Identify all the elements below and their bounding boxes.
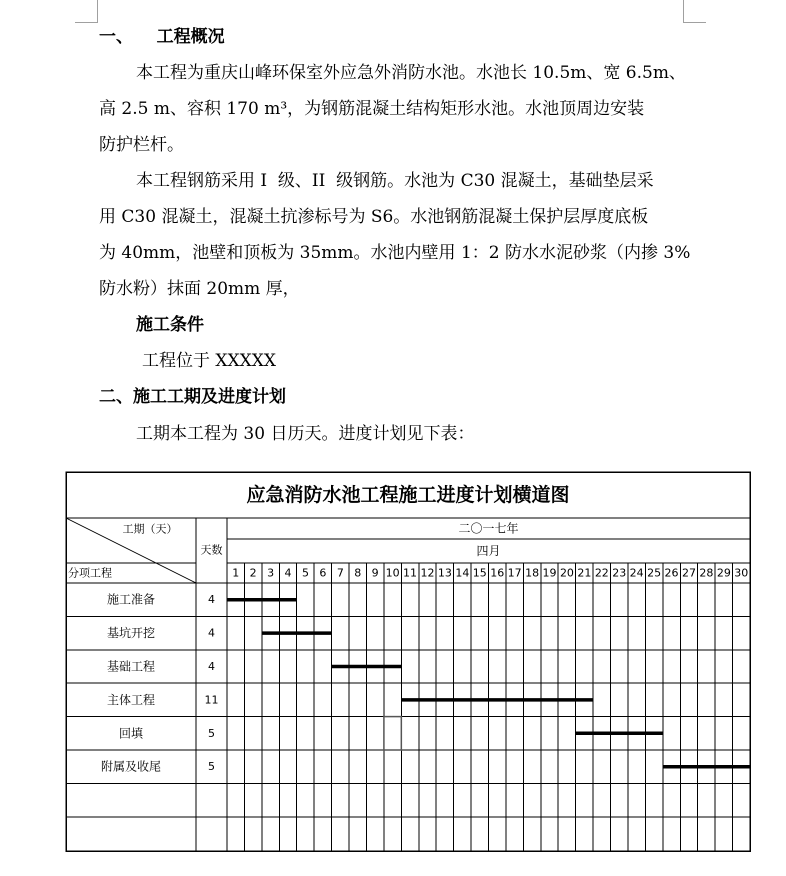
day-label: 9 [371, 566, 379, 580]
day-label: 27 [681, 566, 696, 580]
paragraph-line: 为 40mm，池壁和顶板为 35mm。水池内壁用 1：2 防水水泥砂浆（内掺 3% [99, 243, 691, 263]
day-label: 2 [249, 566, 257, 580]
day-label: 13 [437, 566, 452, 580]
task-name: 施工准备 [106, 592, 156, 607]
task-name: 主体工程 [106, 692, 156, 707]
day-label: 7 [336, 566, 344, 580]
task-name: 基坑开挖 [106, 626, 156, 641]
task-days: 11 [204, 693, 219, 707]
day-label: 11 [403, 566, 418, 580]
day-label: 14 [455, 566, 470, 580]
paragraph-line: 本工程为重庆山峰环保室外应急外消防水池。水池长 10.5m、宽 6.5m、 [136, 63, 686, 83]
day-label: 3 [267, 566, 275, 580]
day-label: 6 [319, 566, 327, 580]
gantt-title: 应急消防水池工程施工进度计划横道图 [246, 484, 570, 506]
section-heading-overview: 一、 工程概况 [99, 27, 225, 47]
task-days: 5 [208, 760, 215, 774]
subheading-conditions: 施工条件 [136, 315, 204, 335]
header-item-label: 分项工程 [68, 566, 112, 580]
day-label: 17 [507, 566, 522, 580]
task-name: 基础工程 [106, 659, 156, 674]
day-label: 15 [472, 566, 487, 580]
paragraph-line: 防水粉）抹面 20mm 厚， [99, 279, 300, 299]
task-days: 4 [208, 626, 215, 640]
selected-cell-highlight [384, 717, 401, 750]
task-days: 4 [208, 660, 215, 673]
day-label: 10 [385, 566, 400, 580]
day-label: 26 [664, 566, 679, 580]
day-label: 25 [647, 566, 662, 580]
day-label: 1 [232, 566, 240, 580]
paragraph-line: 防护栏杆。 [99, 135, 184, 155]
section-heading-schedule: 二、施工工期及进度计划 [99, 387, 286, 407]
day-label: 22 [594, 566, 609, 580]
day-label: 19 [542, 566, 557, 580]
day-label: 23 [612, 566, 627, 580]
day-label: 8 [354, 566, 362, 580]
task-name: 回填 [118, 726, 144, 741]
day-label: 16 [490, 566, 505, 580]
day-label: 18 [525, 566, 540, 580]
day-label: 4 [284, 566, 292, 580]
header-days-label: 天数 [200, 543, 223, 557]
day-label: 12 [420, 566, 435, 580]
paragraph-line: 用 C30 混凝土，混凝土抗渗标号为 S6。水池钢筋混凝土保护层厚度底板 [99, 207, 649, 227]
day-label: 28 [699, 566, 714, 580]
day-label: 24 [629, 566, 644, 580]
day-label: 29 [716, 566, 731, 580]
month-label: 四月 [476, 544, 501, 558]
year-label: 二〇一七年 [458, 521, 519, 536]
task-days: 5 [208, 726, 215, 740]
day-label: 20 [559, 566, 574, 580]
day-label: 5 [301, 566, 309, 580]
paragraph-line: 高 2.5 m、容积 170 m³，为钢筋混凝土结构矩形水池。水池顶周边安装 [99, 99, 645, 119]
paragraph-line: 本工程钢筋采用 I 级、II 级钢筋。水池为 C30 混凝土，基础垫层采 [136, 171, 654, 191]
header-period-label: 工期（天） [122, 522, 178, 536]
day-label: 30 [734, 566, 749, 580]
task-days: 4 [208, 593, 215, 607]
paragraph-line: 工程位于 XXXXX [142, 351, 276, 371]
task-name: 附属及收尾 [100, 759, 162, 774]
day-label: 21 [577, 566, 592, 580]
paragraph-line: 工期本工程为 30 日历天。进度计划见下表： [136, 424, 475, 444]
